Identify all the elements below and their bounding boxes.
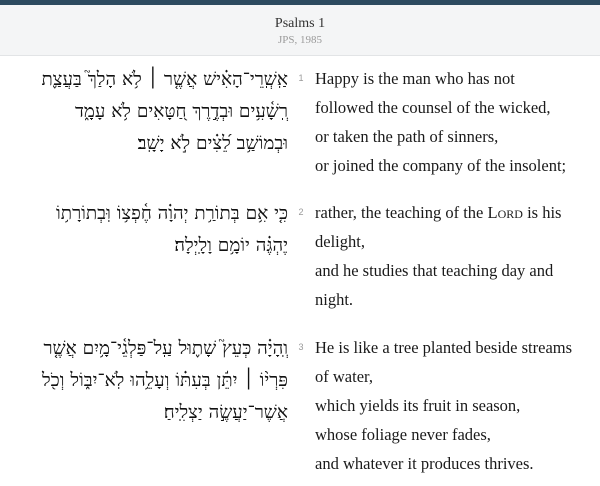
hebrew-line: אֲשֶׁר־יַעֲשֶׂ֣ה יַצְלִֽיחַ׃ [163,402,288,423]
english-line: which yields its fruit in season, [315,396,521,415]
english-line: of water, [315,367,373,386]
verse-number: 3 [298,342,304,352]
english-text [315,64,597,180]
hebrew-line: כִּ֤י אִ֥ם בְּתוֹרַ֥ת יְהוָ֗ה חֶ֫פְצ֥וֹ וּֽבְתוֹרָת֥וֹ [56,203,288,224]
english-line: and he studies that teaching day and [315,261,554,280]
english-line: and whatever it produces thrives. [315,454,534,473]
verse-number: 2 [298,207,304,217]
hebrew-line: וּבְמוֹשַׁ֥ב לֵ֝צִ֗ים לֹ֣א יָשָֽׁב׃ [137,133,288,154]
hebrew-line: אַֽשְֽׁרֵי־הָאִ֗ישׁ אֲשֶׁ֤ר ׀ לֹ֥א הָלַךְ֮ בַּעֲצַ֪ת [41,69,288,90]
hebrew-text [6,333,288,429]
chapter-title: Psalms 1 [274,16,326,31]
english-line: delight, [315,232,365,251]
verse-number: 1 [298,73,304,83]
english-line: or taken the path of sinners, [315,127,499,146]
hebrew-line: רְֽשָׁ֫עִ֥ים וּבְדֶ֣רֶךְ חַ֭טָּאִים לֹ֥א עָמָ֑ד [74,101,288,122]
english-line: Happy is the man who has not [315,69,515,88]
chapter-header [0,5,600,56]
hebrew-line: פִּרְי֨וֹ ׀ יִתֵּ֬ן בְּעִתּ֗וֹ וְעָלֵ֥הוּ לֹֽא־יִבּ֑וֹל וְכֹ֖ל [42,370,288,391]
hebrew-text [6,64,288,160]
english-line: whose foliage never fades, [315,425,491,444]
translation-subtitle: JPS, 1985 [277,34,323,46]
english-line: He is like a tree planted beside streams [315,338,573,357]
english-text [315,333,597,478]
english-line: rather, the teaching of the Lord is his [315,203,562,222]
english-line: followed the counsel of the wicked, [315,98,551,117]
hebrew-text [6,198,288,262]
english-text [315,198,597,314]
hebrew-line: יֶהְגֶּ֗ה יוֹמָ֥ם וָלָֽיְלָה׃ [174,235,288,256]
small-caps-text: ord [497,203,523,222]
english-line: or joined the company of the insolent; [315,156,567,175]
hebrew-line: וְֽהָיָ֗ה כְּעֵץ֮ שָׁת֪וּל עַֽל־פַּלְגֵ֫י־מָ֥יִם אֲשֶׁ֤ר [43,338,288,359]
english-line: night. [315,290,354,309]
